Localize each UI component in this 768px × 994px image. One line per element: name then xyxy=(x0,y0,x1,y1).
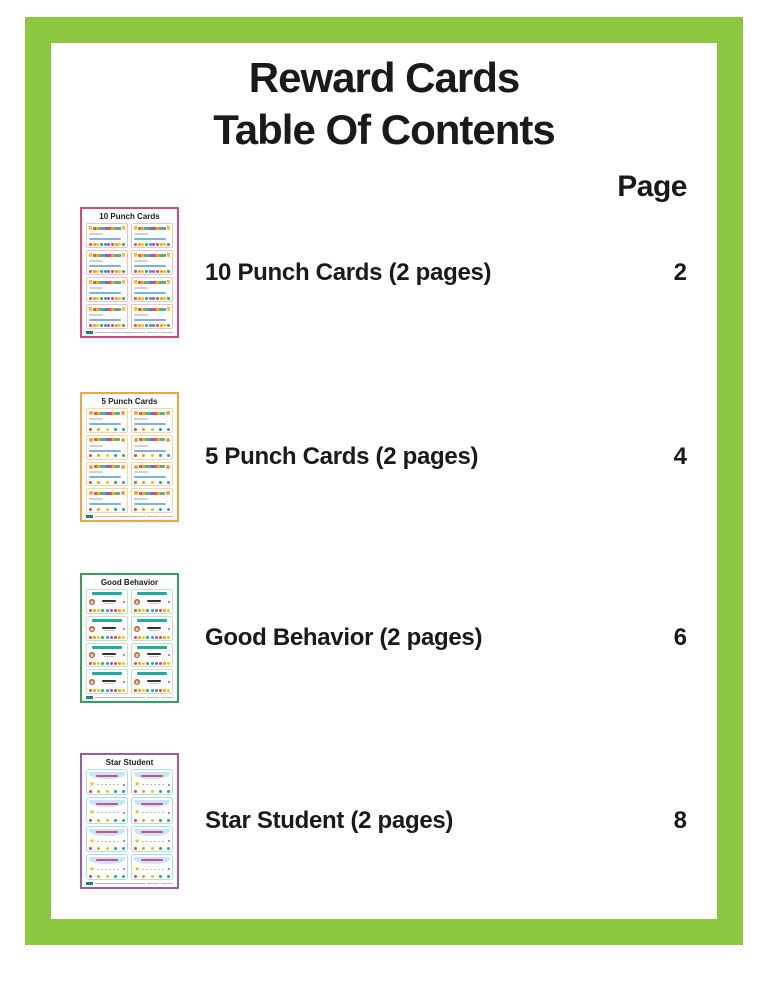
monkey-icon xyxy=(134,626,140,632)
mini-card-body-row xyxy=(134,809,170,816)
mini-punch-card-10 xyxy=(131,277,173,302)
mini-good-behavior-card xyxy=(86,589,128,614)
punch-card-title-art xyxy=(93,308,121,311)
punch-number-dots xyxy=(134,428,170,431)
star-icon: ★ xyxy=(134,780,141,789)
good-behavior-header-art xyxy=(92,672,123,675)
title-line-2: Table Of Contents xyxy=(213,106,555,153)
punch-number-dots xyxy=(134,481,170,484)
pencil-icon xyxy=(89,307,92,311)
monkey-icon xyxy=(89,599,95,605)
punch-number-dots xyxy=(134,875,170,878)
punch-card-title-art xyxy=(93,281,121,284)
mini-card-title-row xyxy=(89,411,125,415)
info-line xyxy=(89,476,121,478)
accent-dot xyxy=(168,868,170,870)
name-line xyxy=(89,498,103,500)
mini-card-title-row xyxy=(134,226,170,230)
mini-good-behavior-card xyxy=(131,643,173,668)
mini-punch-card-5 xyxy=(86,408,128,433)
mini-good-behavior-card xyxy=(86,669,128,694)
accent-dot xyxy=(168,654,170,656)
thumbnail-page-title: Star Student xyxy=(105,758,154,767)
write-on-line xyxy=(142,812,166,813)
footer-rule xyxy=(95,883,145,884)
thumbnail-page-title: 10 Punch Cards xyxy=(99,212,160,221)
punch-number-dots xyxy=(89,508,125,511)
accent-dot xyxy=(168,681,170,683)
star-icon: ★ xyxy=(134,836,141,845)
info-line xyxy=(134,503,166,505)
publisher-logo xyxy=(86,331,93,334)
star-student-title-art xyxy=(96,831,118,833)
star-icon: ★ xyxy=(134,864,141,873)
star-icon: ★ xyxy=(134,808,141,817)
good-behavior-header-art xyxy=(137,619,168,622)
moon-icon xyxy=(89,411,93,415)
punch-number-dots xyxy=(134,454,170,457)
star-icon: ★ xyxy=(89,864,96,873)
mini-punch-card-5 xyxy=(131,462,173,487)
write-on-line xyxy=(97,784,121,785)
good-behavior-header-art xyxy=(92,619,123,622)
moon-icon xyxy=(134,491,138,495)
accent-dot xyxy=(123,812,125,814)
mini-star-student-card xyxy=(86,769,128,795)
moon-icon xyxy=(121,491,125,495)
punch-card-subtitle-art xyxy=(142,680,166,684)
thumbnail-footer xyxy=(86,331,173,334)
thumbnail-footer xyxy=(86,696,173,699)
publisher-logo xyxy=(86,515,93,518)
star-student-title-art xyxy=(96,775,118,777)
write-on-line xyxy=(97,841,121,842)
pencil-icon xyxy=(134,226,137,230)
toc-row-10-punch-cards[interactable] xyxy=(52,207,717,338)
punch-number-dots xyxy=(134,636,170,639)
punch-number-dots xyxy=(134,689,170,692)
moon-icon xyxy=(166,438,170,442)
star-student-title-art xyxy=(141,831,163,833)
thumbnail-card-grid xyxy=(86,223,173,329)
thumbnail-page-title: 5 Punch Cards xyxy=(101,397,158,406)
accent-dot xyxy=(123,601,125,603)
mini-card-title-row xyxy=(89,226,125,230)
thumbnail-5-punch-cards xyxy=(80,392,179,522)
punch-number-dots xyxy=(89,636,125,639)
punch-card-subtitle-art xyxy=(97,627,121,631)
mini-card-body-row xyxy=(134,679,170,685)
toc-entry-page-number: 6 xyxy=(673,624,687,651)
monkey-icon xyxy=(134,652,140,658)
punch-card-title-art xyxy=(94,438,120,441)
info-line xyxy=(89,238,121,240)
accent-dot xyxy=(168,784,170,786)
good-behavior-header-art xyxy=(137,672,168,675)
accent-dot xyxy=(123,784,125,786)
star-student-title-art xyxy=(96,859,118,861)
punch-card-title-art xyxy=(139,465,165,468)
punch-number-dots xyxy=(89,428,125,431)
info-line xyxy=(134,319,166,321)
mini-star-student-card xyxy=(131,826,173,852)
punch-number-dots xyxy=(134,324,170,327)
pencil-icon xyxy=(134,307,137,311)
pencil-icon xyxy=(167,280,170,284)
toc-entry-page-number: 8 xyxy=(673,807,687,834)
star-icon: ★ xyxy=(89,836,96,845)
good-behavior-header-art xyxy=(137,592,168,595)
mini-punch-card-10 xyxy=(86,304,128,329)
punch-number-dots xyxy=(89,243,125,246)
mini-card-body-row xyxy=(89,866,125,873)
cloud-header-art xyxy=(89,800,125,807)
punch-card-subtitle-art xyxy=(97,600,121,604)
cloud-header-art xyxy=(134,800,170,807)
punch-number-dots xyxy=(89,662,125,665)
mini-star-student-card xyxy=(131,769,173,795)
pencil-icon xyxy=(167,307,170,311)
punch-number-dots xyxy=(89,790,125,793)
write-on-line xyxy=(97,869,121,870)
punch-number-dots xyxy=(134,609,170,612)
moon-icon xyxy=(134,465,138,469)
pencil-icon xyxy=(134,253,137,257)
mini-punch-card-10 xyxy=(131,223,173,248)
punch-number-dots xyxy=(89,324,125,327)
mini-card-body-row xyxy=(89,626,125,632)
info-line xyxy=(134,292,166,294)
toc-entry-page-number: 4 xyxy=(673,443,687,470)
footer-rule xyxy=(161,697,173,698)
accent-dot xyxy=(123,681,125,683)
footer-rule xyxy=(95,516,145,517)
write-on-line xyxy=(97,812,121,813)
mini-card-title-row xyxy=(89,307,125,311)
punch-number-dots xyxy=(89,689,125,692)
thumbnail-star-student xyxy=(80,753,179,889)
info-line xyxy=(89,265,121,267)
mini-card-body-row xyxy=(134,781,170,788)
punch-number-dots xyxy=(134,847,170,850)
mini-card-title-row xyxy=(89,491,125,495)
mini-card-body-row xyxy=(89,838,125,845)
moon-icon xyxy=(121,411,125,415)
accent-dot xyxy=(168,840,170,842)
mini-card-body-row xyxy=(134,866,170,873)
pencil-icon xyxy=(89,226,92,230)
monkey-icon xyxy=(89,652,95,658)
info-line xyxy=(134,423,166,425)
cloud-header-art xyxy=(89,829,125,836)
cloud-header-art xyxy=(134,772,170,779)
accent-dot xyxy=(123,840,125,842)
punch-number-dots xyxy=(89,875,125,878)
monkey-icon xyxy=(89,679,95,685)
punch-number-dots xyxy=(134,508,170,511)
mini-good-behavior-card xyxy=(86,616,128,641)
info-line xyxy=(89,292,121,294)
punch-card-subtitle-art xyxy=(142,600,166,604)
mini-punch-card-5 xyxy=(86,462,128,487)
footer-rule xyxy=(147,332,159,333)
info-line xyxy=(89,423,121,425)
cloud-header-art xyxy=(89,857,125,864)
toc-entry-label: 10 Punch Cards (2 pages) xyxy=(205,258,492,286)
name-line xyxy=(134,287,148,289)
cloud-header-art xyxy=(134,829,170,836)
toc-entry-label: Star Student (2 pages) xyxy=(205,807,454,834)
mini-punch-card-10 xyxy=(131,304,173,329)
name-line xyxy=(89,418,103,420)
name-line xyxy=(134,498,148,500)
accent-dot xyxy=(168,812,170,814)
write-on-line xyxy=(142,869,166,870)
toc-row-5-punch-cards[interactable] xyxy=(52,392,717,522)
punch-card-subtitle-art xyxy=(142,627,166,631)
mini-card-body-row xyxy=(89,679,125,685)
toc-row-star-student[interactable] xyxy=(52,753,717,889)
pencil-icon xyxy=(122,253,125,257)
mini-card-title-row xyxy=(134,280,170,284)
pencil-icon xyxy=(122,226,125,230)
moon-icon xyxy=(166,491,170,495)
cloud-header-art xyxy=(89,772,125,779)
monkey-icon xyxy=(89,626,95,632)
footer-rule xyxy=(95,332,145,333)
mini-card-title-row xyxy=(89,253,125,257)
mini-good-behavior-card xyxy=(131,589,173,614)
footer-rule xyxy=(95,697,145,698)
good-behavior-header-art xyxy=(92,646,123,649)
name-line xyxy=(134,233,148,235)
star-student-title-art xyxy=(141,859,163,861)
mini-card-body-row xyxy=(89,809,125,816)
mini-punch-card-10 xyxy=(86,250,128,275)
info-line xyxy=(134,450,166,452)
info-line xyxy=(134,265,166,267)
moon-icon xyxy=(166,411,170,415)
mini-card-body-row xyxy=(134,626,170,632)
footer-rule xyxy=(161,332,173,333)
moon-icon xyxy=(134,438,138,442)
document-title xyxy=(0,52,768,156)
name-line xyxy=(134,445,148,447)
toc-entry-label: Good Behavior (2 pages) xyxy=(205,624,483,651)
punch-card-title-art xyxy=(94,465,120,468)
info-line xyxy=(89,503,121,505)
name-line xyxy=(89,314,103,316)
thumbnail-10-punch-cards xyxy=(80,207,179,338)
mini-punch-card-10 xyxy=(86,277,128,302)
monkey-icon xyxy=(134,599,140,605)
moon-icon xyxy=(166,465,170,469)
punch-number-dots xyxy=(89,270,125,273)
punch-number-dots xyxy=(134,819,170,822)
moon-icon xyxy=(121,465,125,469)
monkey-icon xyxy=(134,679,140,685)
accent-dot xyxy=(168,628,170,630)
footer-rule xyxy=(161,883,173,884)
star-student-title-art xyxy=(141,775,163,777)
mini-card-body-row xyxy=(134,838,170,845)
punch-number-dots xyxy=(89,847,125,850)
mini-star-student-card xyxy=(86,797,128,823)
pencil-icon xyxy=(89,253,92,257)
pencil-icon xyxy=(167,226,170,230)
mini-card-title-row xyxy=(134,465,170,469)
name-line xyxy=(134,314,148,316)
punch-number-dots xyxy=(89,481,125,484)
name-line xyxy=(89,260,103,262)
mini-card-title-row xyxy=(89,465,125,469)
punch-number-dots xyxy=(134,790,170,793)
punch-number-dots xyxy=(89,297,125,300)
mini-card-body-row xyxy=(89,652,125,658)
punch-number-dots xyxy=(89,609,125,612)
punch-card-title-art xyxy=(138,254,166,257)
moon-icon xyxy=(89,465,93,469)
punch-card-title-art xyxy=(139,492,165,495)
toc-entry-label: 5 Punch Cards (2 pages) xyxy=(205,443,479,470)
accent-dot xyxy=(123,868,125,870)
mini-card-title-row xyxy=(134,307,170,311)
page-column-header: Page xyxy=(617,170,687,203)
write-on-line xyxy=(142,841,166,842)
moon-icon xyxy=(134,411,138,415)
pencil-icon xyxy=(122,307,125,311)
footer-rule xyxy=(147,883,159,884)
punch-card-title-art xyxy=(139,412,165,415)
punch-card-title-art xyxy=(138,281,166,284)
moon-icon xyxy=(89,438,93,442)
mini-punch-card-5 xyxy=(131,435,173,460)
mini-star-student-card xyxy=(86,826,128,852)
accent-dot xyxy=(168,601,170,603)
punch-card-title-art xyxy=(138,308,166,311)
punch-card-title-art xyxy=(138,227,166,230)
mini-star-student-card xyxy=(86,854,128,880)
thumbnail-card-grid xyxy=(86,769,173,880)
punch-number-dots xyxy=(89,819,125,822)
punch-number-dots xyxy=(134,243,170,246)
star-student-title-art xyxy=(141,803,163,805)
punch-number-dots xyxy=(134,662,170,665)
title-line-1: Reward Cards xyxy=(248,54,520,101)
mini-card-title-row xyxy=(134,491,170,495)
thumbnail-page-title: Good Behavior xyxy=(100,578,159,587)
star-student-title-art xyxy=(96,803,118,805)
star-icon: ★ xyxy=(89,780,96,789)
name-line xyxy=(134,471,148,473)
moon-icon xyxy=(89,491,93,495)
footer-rule xyxy=(147,697,159,698)
mini-card-body-row xyxy=(89,599,125,605)
accent-dot xyxy=(123,628,125,630)
mini-good-behavior-card xyxy=(86,643,128,668)
punch-card-title-art xyxy=(94,412,120,415)
name-line xyxy=(89,287,103,289)
moon-icon xyxy=(121,438,125,442)
mini-card-body-row xyxy=(89,781,125,788)
pencil-icon xyxy=(134,280,137,284)
mini-card-title-row xyxy=(89,438,125,442)
info-line xyxy=(134,238,166,240)
pencil-icon xyxy=(122,280,125,284)
accent-dot xyxy=(123,654,125,656)
punch-card-title-art xyxy=(139,438,165,441)
publisher-logo xyxy=(86,882,93,885)
pencil-icon xyxy=(167,253,170,257)
publisher-logo xyxy=(86,696,93,699)
mini-card-title-row xyxy=(134,253,170,257)
pencil-icon xyxy=(89,280,92,284)
name-line xyxy=(134,260,148,262)
mini-star-student-card xyxy=(131,797,173,823)
mini-punch-card-5 xyxy=(86,488,128,513)
name-line xyxy=(89,471,103,473)
thumbnail-card-grid xyxy=(86,408,173,513)
mini-punch-card-5 xyxy=(86,435,128,460)
punch-card-subtitle-art xyxy=(97,680,121,684)
name-line xyxy=(89,233,103,235)
info-line xyxy=(89,319,121,321)
mini-punch-card-5 xyxy=(131,488,173,513)
punch-card-subtitle-art xyxy=(142,653,166,657)
info-line xyxy=(89,450,121,452)
mini-card-title-row xyxy=(89,280,125,284)
mini-punch-card-10 xyxy=(86,223,128,248)
punch-card-title-art xyxy=(93,254,121,257)
punch-number-dots xyxy=(134,270,170,273)
mini-card-title-row xyxy=(134,411,170,415)
good-behavior-header-art xyxy=(137,646,168,649)
thumbnail-footer xyxy=(86,515,173,518)
mini-card-body-row xyxy=(134,652,170,658)
footer-rule xyxy=(161,516,173,517)
name-line xyxy=(89,445,103,447)
info-line xyxy=(134,476,166,478)
mini-card-body-row xyxy=(134,599,170,605)
mini-card-title-row xyxy=(134,438,170,442)
toc-entry-page-number: 2 xyxy=(673,258,687,286)
name-line xyxy=(134,418,148,420)
punch-card-title-art xyxy=(93,227,121,230)
write-on-line xyxy=(142,784,166,785)
punch-number-dots xyxy=(89,454,125,457)
mini-star-student-card xyxy=(131,854,173,880)
punch-card-title-art xyxy=(94,492,120,495)
mini-punch-card-5 xyxy=(131,408,173,433)
mini-good-behavior-card xyxy=(131,669,173,694)
cloud-header-art xyxy=(134,857,170,864)
star-icon: ★ xyxy=(89,808,96,817)
mini-punch-card-10 xyxy=(131,250,173,275)
punch-card-subtitle-art xyxy=(97,653,121,657)
punch-number-dots xyxy=(134,297,170,300)
good-behavior-header-art xyxy=(92,592,123,595)
thumbnail-card-grid xyxy=(86,589,173,694)
toc-row-good-behavior[interactable] xyxy=(52,573,717,703)
thumbnail-good-behavior xyxy=(80,573,179,703)
mini-good-behavior-card xyxy=(131,616,173,641)
footer-rule xyxy=(147,516,159,517)
thumbnail-footer xyxy=(86,882,173,885)
